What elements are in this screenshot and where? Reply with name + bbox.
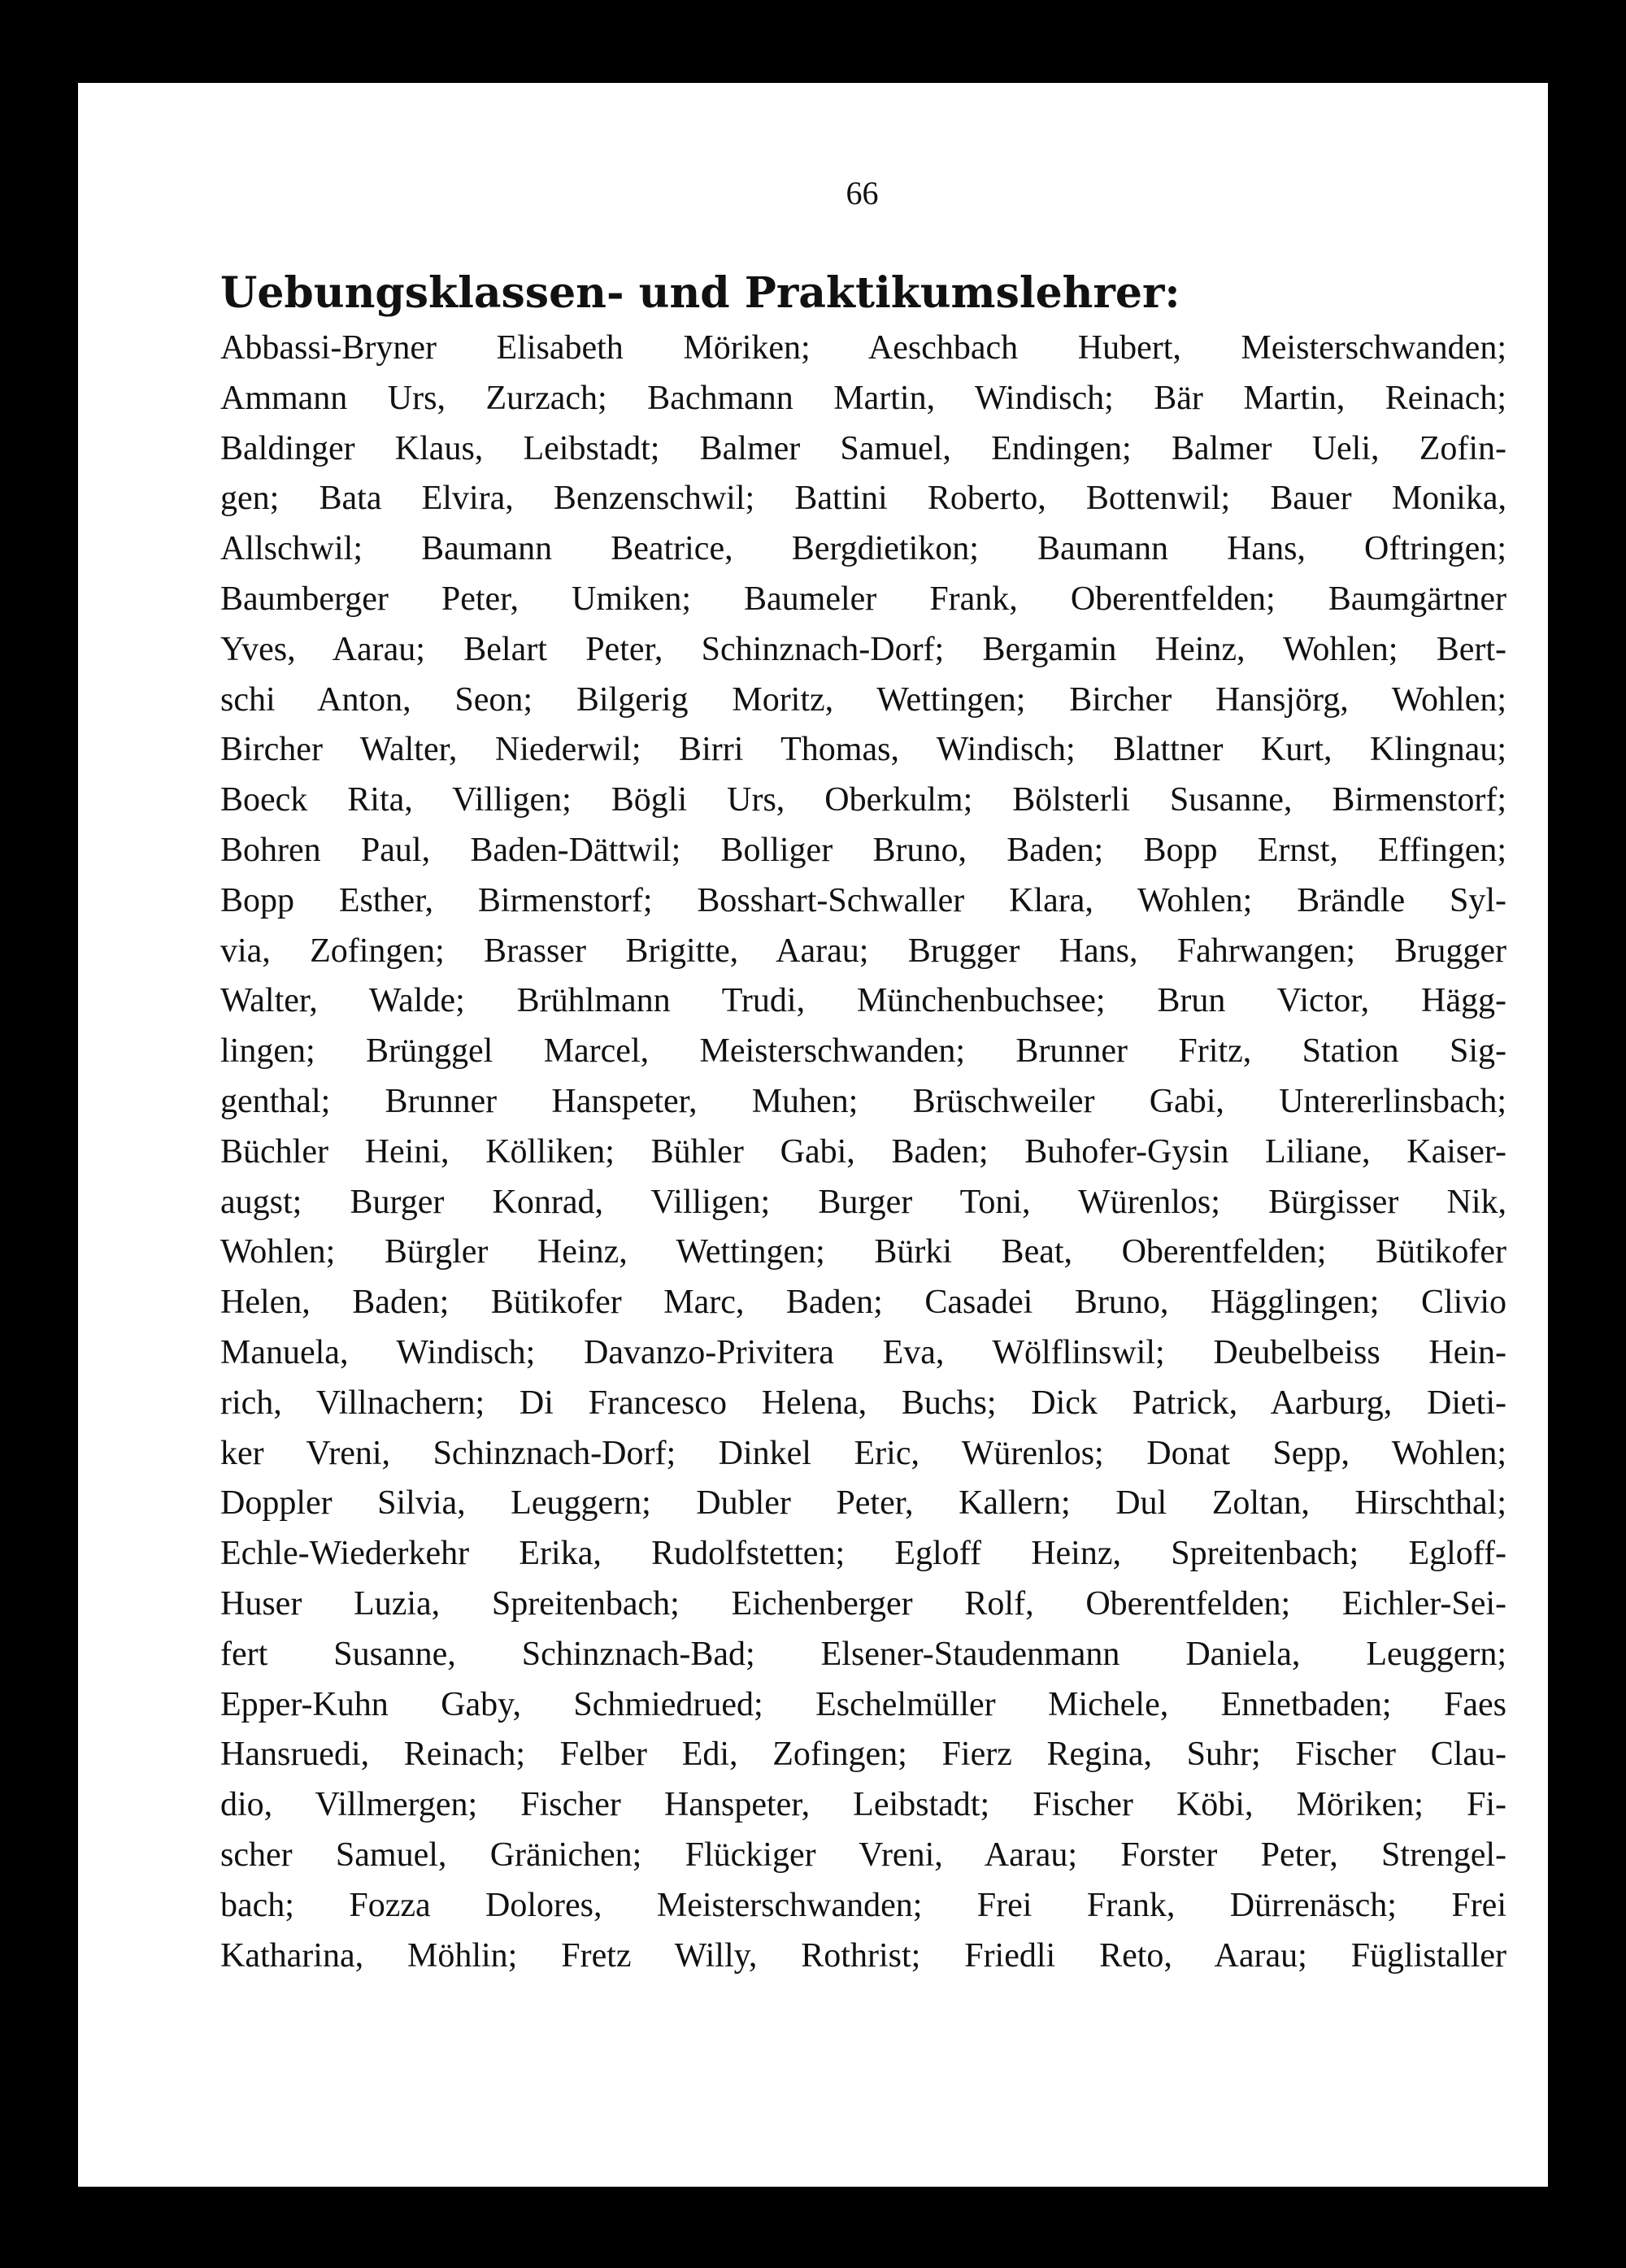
text-line: Ammann Urs, Zurzach; Bachmann Martin, Windisch; Bär Martin, Reinach; bbox=[220, 379, 1506, 417]
text-line: Boeck Rita, Villigen; Bögli Urs, Oberkulm; Bölsterli Susanne, Birmenstorf; bbox=[220, 781, 1506, 819]
text-line: rich, Villnachern; Di Francesco Helena, Buchs; Dick Patrick, Aarburg, Dieti- bbox=[220, 1384, 1506, 1422]
text-line: Wohlen; Bürgler Heinz, Wettingen; Bürki Beat, Oberentfelden; Bütikofer bbox=[220, 1233, 1506, 1271]
text-line: Echle-Wiederkehr Erika, Rudolfstetten; Egloff Heinz, Spreitenbach; Egloff- bbox=[220, 1535, 1506, 1573]
text-line: Doppler Silvia, Leuggern; Dubler Peter, Kallern; Dul Zoltan, Hirschthal; bbox=[220, 1484, 1506, 1523]
text-line: Manuela, Windisch; Davanzo-Privitera Eva, Wölflinswil; Deubelbeiss Hein- bbox=[220, 1333, 1506, 1371]
text-line: Yves, Aarau; Belart Peter, Schinznach-Dorf; Bergamin Heinz, Wohlen; Bert- bbox=[220, 630, 1506, 668]
text-line: Epper-Kuhn Gaby, Schmiedrued; Eschelmüller Michele, Ennetbaden; Faes bbox=[220, 1685, 1506, 1723]
text-line: Bircher Walter, Niederwil; Birri Thomas, Windisch; Blattner Kurt, Klingnau; bbox=[220, 731, 1506, 769]
text-line: Baldinger Klaus, Leibstadt; Balmer Samuel, Endingen; Balmer Ueli, Zofin- bbox=[220, 429, 1506, 467]
text-line: schi Anton, Seon; Bilgerig Moritz, Wettingen; Bircher Hansjörg, Wohlen; bbox=[220, 680, 1506, 719]
text-line: Katharina, Möhlin; Fretz Willy, Rothrist; Friedli Reto, Aarau; Füglistaller bbox=[220, 1936, 1506, 1975]
text-line: dio, Villmergen; Fischer Hanspeter, Leibstadt; Fischer Köbi, Möriken; Fi- bbox=[220, 1786, 1506, 1824]
text-line: Walter, Walde; Brühlmann Trudi, Münchenbuchsee; Brun Victor, Hägg- bbox=[220, 982, 1506, 1020]
text-line: genthal; Brunner Hanspeter, Muhen; Brüschweiler Gabi, Untererlinsbach; bbox=[220, 1082, 1506, 1120]
section-heading: Uebungsklassen- und Praktikumslehrer: bbox=[220, 268, 1180, 318]
teacher-list-paragraph bbox=[220, 324, 1506, 1981]
text-line: Allschwil; Baumann Beatrice, Bergdietikon; Baumann Hans, Oftringen; bbox=[220, 530, 1506, 568]
text-line: lingen; Brünggel Marcel, Meisterschwanden; Brunner Fritz, Station Sig- bbox=[220, 1032, 1506, 1071]
text-line: Abbassi-Bryner Elisabeth Möriken; Aeschbach Hubert, Meisterschwanden; bbox=[220, 329, 1506, 367]
text-line: Huser Luzia, Spreitenbach; Eichenberger Rolf, Oberentfelden; Eichler-Sei- bbox=[220, 1584, 1506, 1623]
document-page bbox=[78, 83, 1548, 2187]
page-number: 66 bbox=[846, 175, 879, 211]
text-line: ker Vreni, Schinznach-Dorf; Dinkel Eric, Würenlos; Donat Sepp, Wohlen; bbox=[220, 1434, 1506, 1472]
text-line: Bopp Esther, Birmenstorf; Bosshart-Schwaller Klara, Wohlen; Brändle Syl- bbox=[220, 881, 1506, 919]
text-line: fert Susanne, Schinznach-Bad; Elsener-Staudenmann Daniela, Leuggern; bbox=[220, 1635, 1506, 1673]
text-line: Hansruedi, Reinach; Felber Edi, Zofingen; Fierz Regina, Suhr; Fischer Clau- bbox=[220, 1736, 1506, 1774]
text-line: Helen, Baden; Bütikofer Marc, Baden; Casadei Bruno, Hägglingen; Clivio bbox=[220, 1284, 1506, 1322]
text-line: augst; Burger Konrad, Villigen; Burger Toni, Würenlos; Bürgisser Nik, bbox=[220, 1183, 1506, 1221]
text-line: scher Samuel, Gränichen; Flückiger Vreni, Aarau; Forster Peter, Strengel- bbox=[220, 1836, 1506, 1874]
text-line: bach; Fozza Dolores, Meisterschwanden; Frei Frank, Dürrenäsch; Frei bbox=[220, 1886, 1506, 1924]
text-line: Baumberger Peter, Umiken; Baumeler Frank, Oberentfelden; Baumgärtner bbox=[220, 580, 1506, 618]
text-line: gen; Bata Elvira, Benzenschwil; Battini Roberto, Bottenwil; Bauer Monika, bbox=[220, 480, 1506, 518]
text-line: via, Zofingen; Brasser Brigitte, Aarau; Brugger Hans, Fahrwangen; Brugger bbox=[220, 932, 1506, 970]
text-line: Bohren Paul, Baden-Dättwil; Bolliger Bruno, Baden; Bopp Ernst, Effingen; bbox=[220, 831, 1506, 869]
text-line: Büchler Heini, Kölliken; Bühler Gabi, Baden; Buhofer-Gysin Liliane, Kaiser- bbox=[220, 1132, 1506, 1171]
